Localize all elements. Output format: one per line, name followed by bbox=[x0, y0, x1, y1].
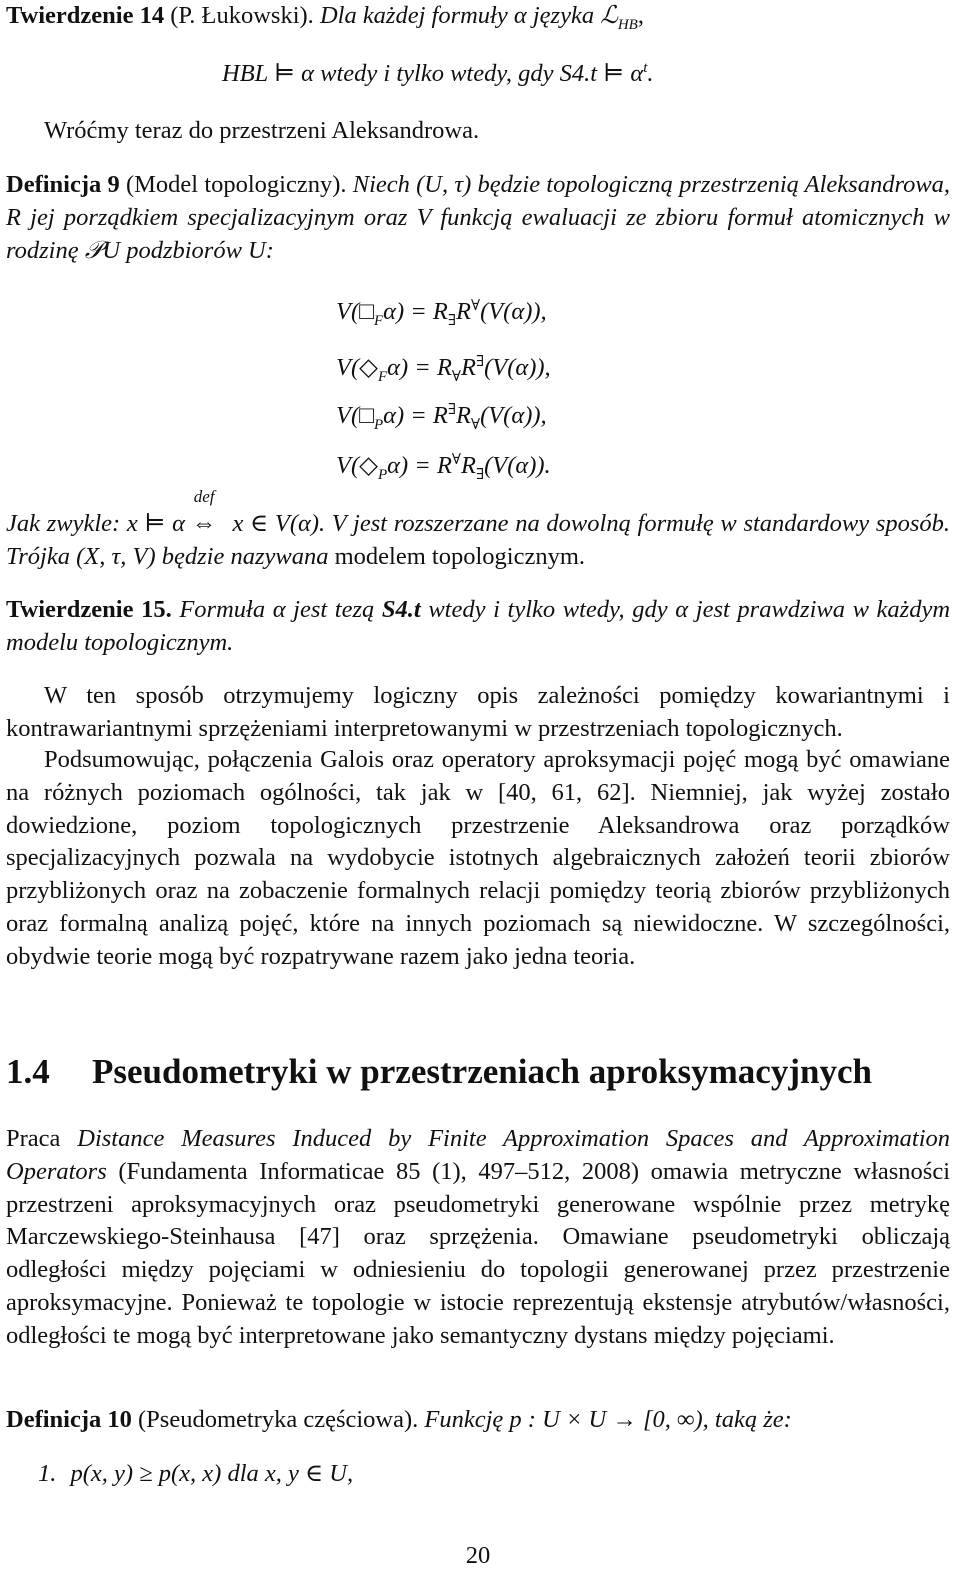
equation-1: $V(□_F\alpha) = R_\exists R^\forall(V(\alpha))$, bbox=[336, 297, 547, 329]
theorem-14-statement-end: , bbox=[637, 2, 644, 29]
return-text: Wróćmy teraz do przestrzeni Aleksandrowa. bbox=[44, 117, 480, 144]
def-equivalence-symbol: def ⇔ bbox=[191, 487, 217, 537]
section-heading bbox=[6, 1050, 956, 1094]
definition-10 bbox=[6, 1404, 950, 1437]
section-title: Pseudometryki w przestrzeniach aproksymacyjnych bbox=[92, 1052, 872, 1091]
paragraph-praca bbox=[6, 1123, 950, 1353]
praca-post: (Fundamenta Informaticae 85 (1), 497–512, 2008) omawia metryczne własności przestrzeni aproksymacyjnych oraz pseudometryki generowane wspólnie przez metrykę Marczewskiego-Steinhausa [47] oraz sprzężenia. Omawiane pseudometryki obliczają odległości między pojęciami w odniesieniu do topologii generowanej przez przestrzenie aproksymacyjne. Ponieważ te topologie w istocie reprezentują ekstensje atrybutów/własności, odległości te mogą być interpretowane jako semantyczny dystans między pojęciami. bbox=[6, 1157, 951, 1349]
theorem-15-pre: Formuła α jest tezą bbox=[179, 596, 375, 623]
definition-9-paren: (Model topologiczny). bbox=[125, 171, 347, 198]
list-item bbox=[38, 1458, 938, 1491]
definition-9-body: Niech (U, τ) będzie topologiczną przestrzenią Aleksandrowa, R jej porządkiem specjalizacyjnym oraz V funkcją ewaluacji ze zbioru formuł atomicznych w rodzinę 𝒫U podzbiorów U: bbox=[6, 171, 951, 264]
theorem-14-statement: Dla każdej formuły α języka ℒ bbox=[319, 2, 618, 29]
remark-before: Jak zwykle: x ⊨ α bbox=[6, 510, 186, 537]
theorem-14-statement-sub: HB bbox=[617, 16, 638, 33]
theorem-14 bbox=[6, 0, 950, 33]
theorem-15-post: wtedy i tylko wtedy, gdy α jest prawdziwa w każdym modelu topologicznym. bbox=[6, 596, 951, 656]
praca-title: Distance Measures Induced by Finite Approximation Spaces and Approximation Operators bbox=[6, 1125, 950, 1185]
theorem-14-author: (P. Łukowski). bbox=[170, 2, 314, 29]
remark-after: x ∈ V(α). V jest rozszerzane na dowolną formułę w standardowy sposób. Trójka (X, τ, V) będzie nazywana bbox=[6, 510, 951, 570]
praca-pre: Praca bbox=[6, 1125, 61, 1152]
remark-upright: modelem topologicznym. bbox=[334, 542, 586, 570]
theorem-15-label: Twierdzenie 15. bbox=[6, 596, 172, 623]
definition-9 bbox=[6, 169, 950, 267]
definition-9-label: Definicja 9 bbox=[6, 171, 120, 198]
equation-4: $V(◇_P\alpha) = R^\forall R_\exists(V(\alpha))$. bbox=[336, 451, 551, 483]
return-paragraph bbox=[6, 115, 950, 148]
theorem-14-formula-end: . bbox=[647, 60, 654, 87]
theorem-14-formula-sup: t bbox=[643, 59, 648, 76]
theorem-14-formula-text: HBL ⊨ α wtedy i tylko wtedy, gdy S4.t ⊨ α bbox=[222, 60, 644, 87]
paragraph-2 bbox=[6, 744, 950, 974]
paragraph-2-text: Podsumowując, połączenia Galois oraz operatory aproksymacji pojęć mogą być omawiane na różnych poziomach ogólności, tak jak w [40, 61, 62]. Niemniej, jak wyżej zostało dowiedzione, poziom topologicznych przestrzenie Aleksandrowa oraz porządków specjalizacyjnych pozwala na wydobycie istotnych algebraicznych założeń teorii zbiorów przybliżonych oraz na zobaczenie formalnych relacji pomiędzy teorią zbiorów przybliżonych oraz formalną analizą pojęć, które na innych poziomach są niewidoczne. W szczególności, obydwie teorie mogą być rozpatrywane razem jako jedna teoria. bbox=[6, 746, 950, 970]
definition-remark bbox=[6, 487, 951, 574]
definition-10-body: Funkcję p : U × U → [0, ∞), taką że: bbox=[424, 1406, 792, 1433]
theorem-15 bbox=[6, 594, 950, 660]
theorem-14-label: Twierdzenie 14 bbox=[6, 2, 165, 29]
paragraph-1 bbox=[6, 680, 950, 746]
equation-2: $V(◇_F\alpha) = R_\forall R^\exists(V(\alpha))$, bbox=[336, 353, 551, 385]
list-item-number: 1. bbox=[38, 1460, 57, 1487]
definition-10-paren: (Pseudometryka częściowa). bbox=[138, 1406, 419, 1433]
theorem-15-bold: S4.t bbox=[381, 596, 421, 623]
equation-3: $V(□_P\alpha) = R^\exists R_\forall(V(\alpha))$, bbox=[336, 401, 547, 433]
paragraph-1-text: W ten sposób otrzymujemy logiczny opis zależności pomiędzy kowariantnymi i kontrawariantnymi sprzężeniami interpretowanymi w przestrzeniach topologicznych. bbox=[6, 682, 950, 742]
list-item-text: p(x, y) ≥ p(x, x) dla x, y ∈ U, bbox=[70, 1460, 354, 1487]
definition-10-label: Definicja 10 bbox=[6, 1406, 132, 1433]
page-number: 20 bbox=[465, 1542, 491, 1569]
section-number: 1.4 bbox=[6, 1052, 50, 1091]
theorem-14-formula bbox=[222, 58, 822, 91]
